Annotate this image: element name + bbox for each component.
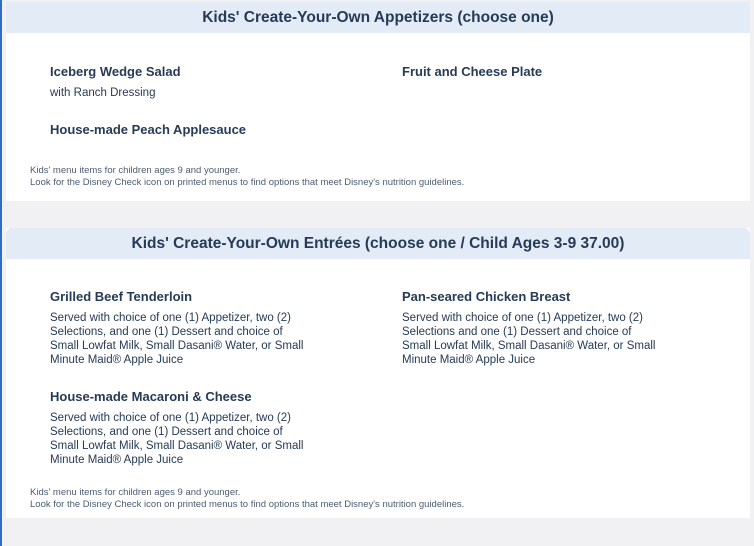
appetizers-header: Kids' Create-Your-Own Appetizers (choose one) [6, 2, 750, 33]
menu-item-name: Fruit and Cheese Plate [402, 64, 543, 79]
entrees-header: Kids' Create-Your-Own Entrées (choose one / Child Ages 3-9 37.00) [6, 228, 750, 259]
footnote-disney-check-note: Look for the Disney Check icon on printed menus to find options that meet Disney's nutrition guidelines. [30, 499, 465, 510]
footnote-age-note: Kids' menu items for children ages 9 and younger. [30, 487, 241, 498]
footnote-disney-check-note: Look for the Disney Check icon on printed menus to find options that meet Disney's nutrition guidelines. [30, 177, 465, 188]
menu-item [402, 64, 662, 80]
page-left-edge [0, 0, 2, 546]
menu-item-description: with Ranch Dressing [50, 87, 156, 99]
menu-item [402, 289, 662, 367]
menu-item-name: Pan-seared Chicken Breast [402, 289, 571, 304]
menu-item-description: Served with choice of one (1) Appetizer, two (2) Selections, and one (1) Dessert and choice of Small Lowfat Milk, Small Dasani® Water, or Small Minute Maid® Apple Juice [50, 312, 304, 366]
menu-item-name: House-made Peach Applesauce [50, 122, 247, 137]
menu-item [50, 122, 310, 138]
footnote-age-note: Kids' menu items for children ages 9 and younger. [30, 165, 241, 176]
menu-item-name: Grilled Beef Tenderloin [50, 289, 193, 304]
menu-item [50, 389, 310, 467]
menu-item [50, 64, 310, 100]
menu-item [50, 289, 310, 367]
menu-item-description: Served with choice of one (1) Appetizer, two (2) Selections, and one (1) Dessert and choice of Small Lowfat Milk, Small Dasani® Water, or Small Minute Maid® Apple Juice [50, 412, 304, 466]
appetizers-footnote [30, 165, 730, 189]
menu-item-name: Iceberg Wedge Salad [50, 64, 181, 79]
appetizers-section [6, 2, 750, 201]
entrees-footnote [30, 487, 730, 511]
menu-item-description: Served with choice of one (1) Appetizer, two (2) Selections and one (1) Dessert and choice of Small Lowfat Milk, Small Dasani® Water, or Small Minute Maid® Apple Juice [402, 312, 656, 366]
menu-item-name: House-made Macaroni & Cheese [50, 389, 252, 404]
entrees-section [6, 228, 750, 518]
